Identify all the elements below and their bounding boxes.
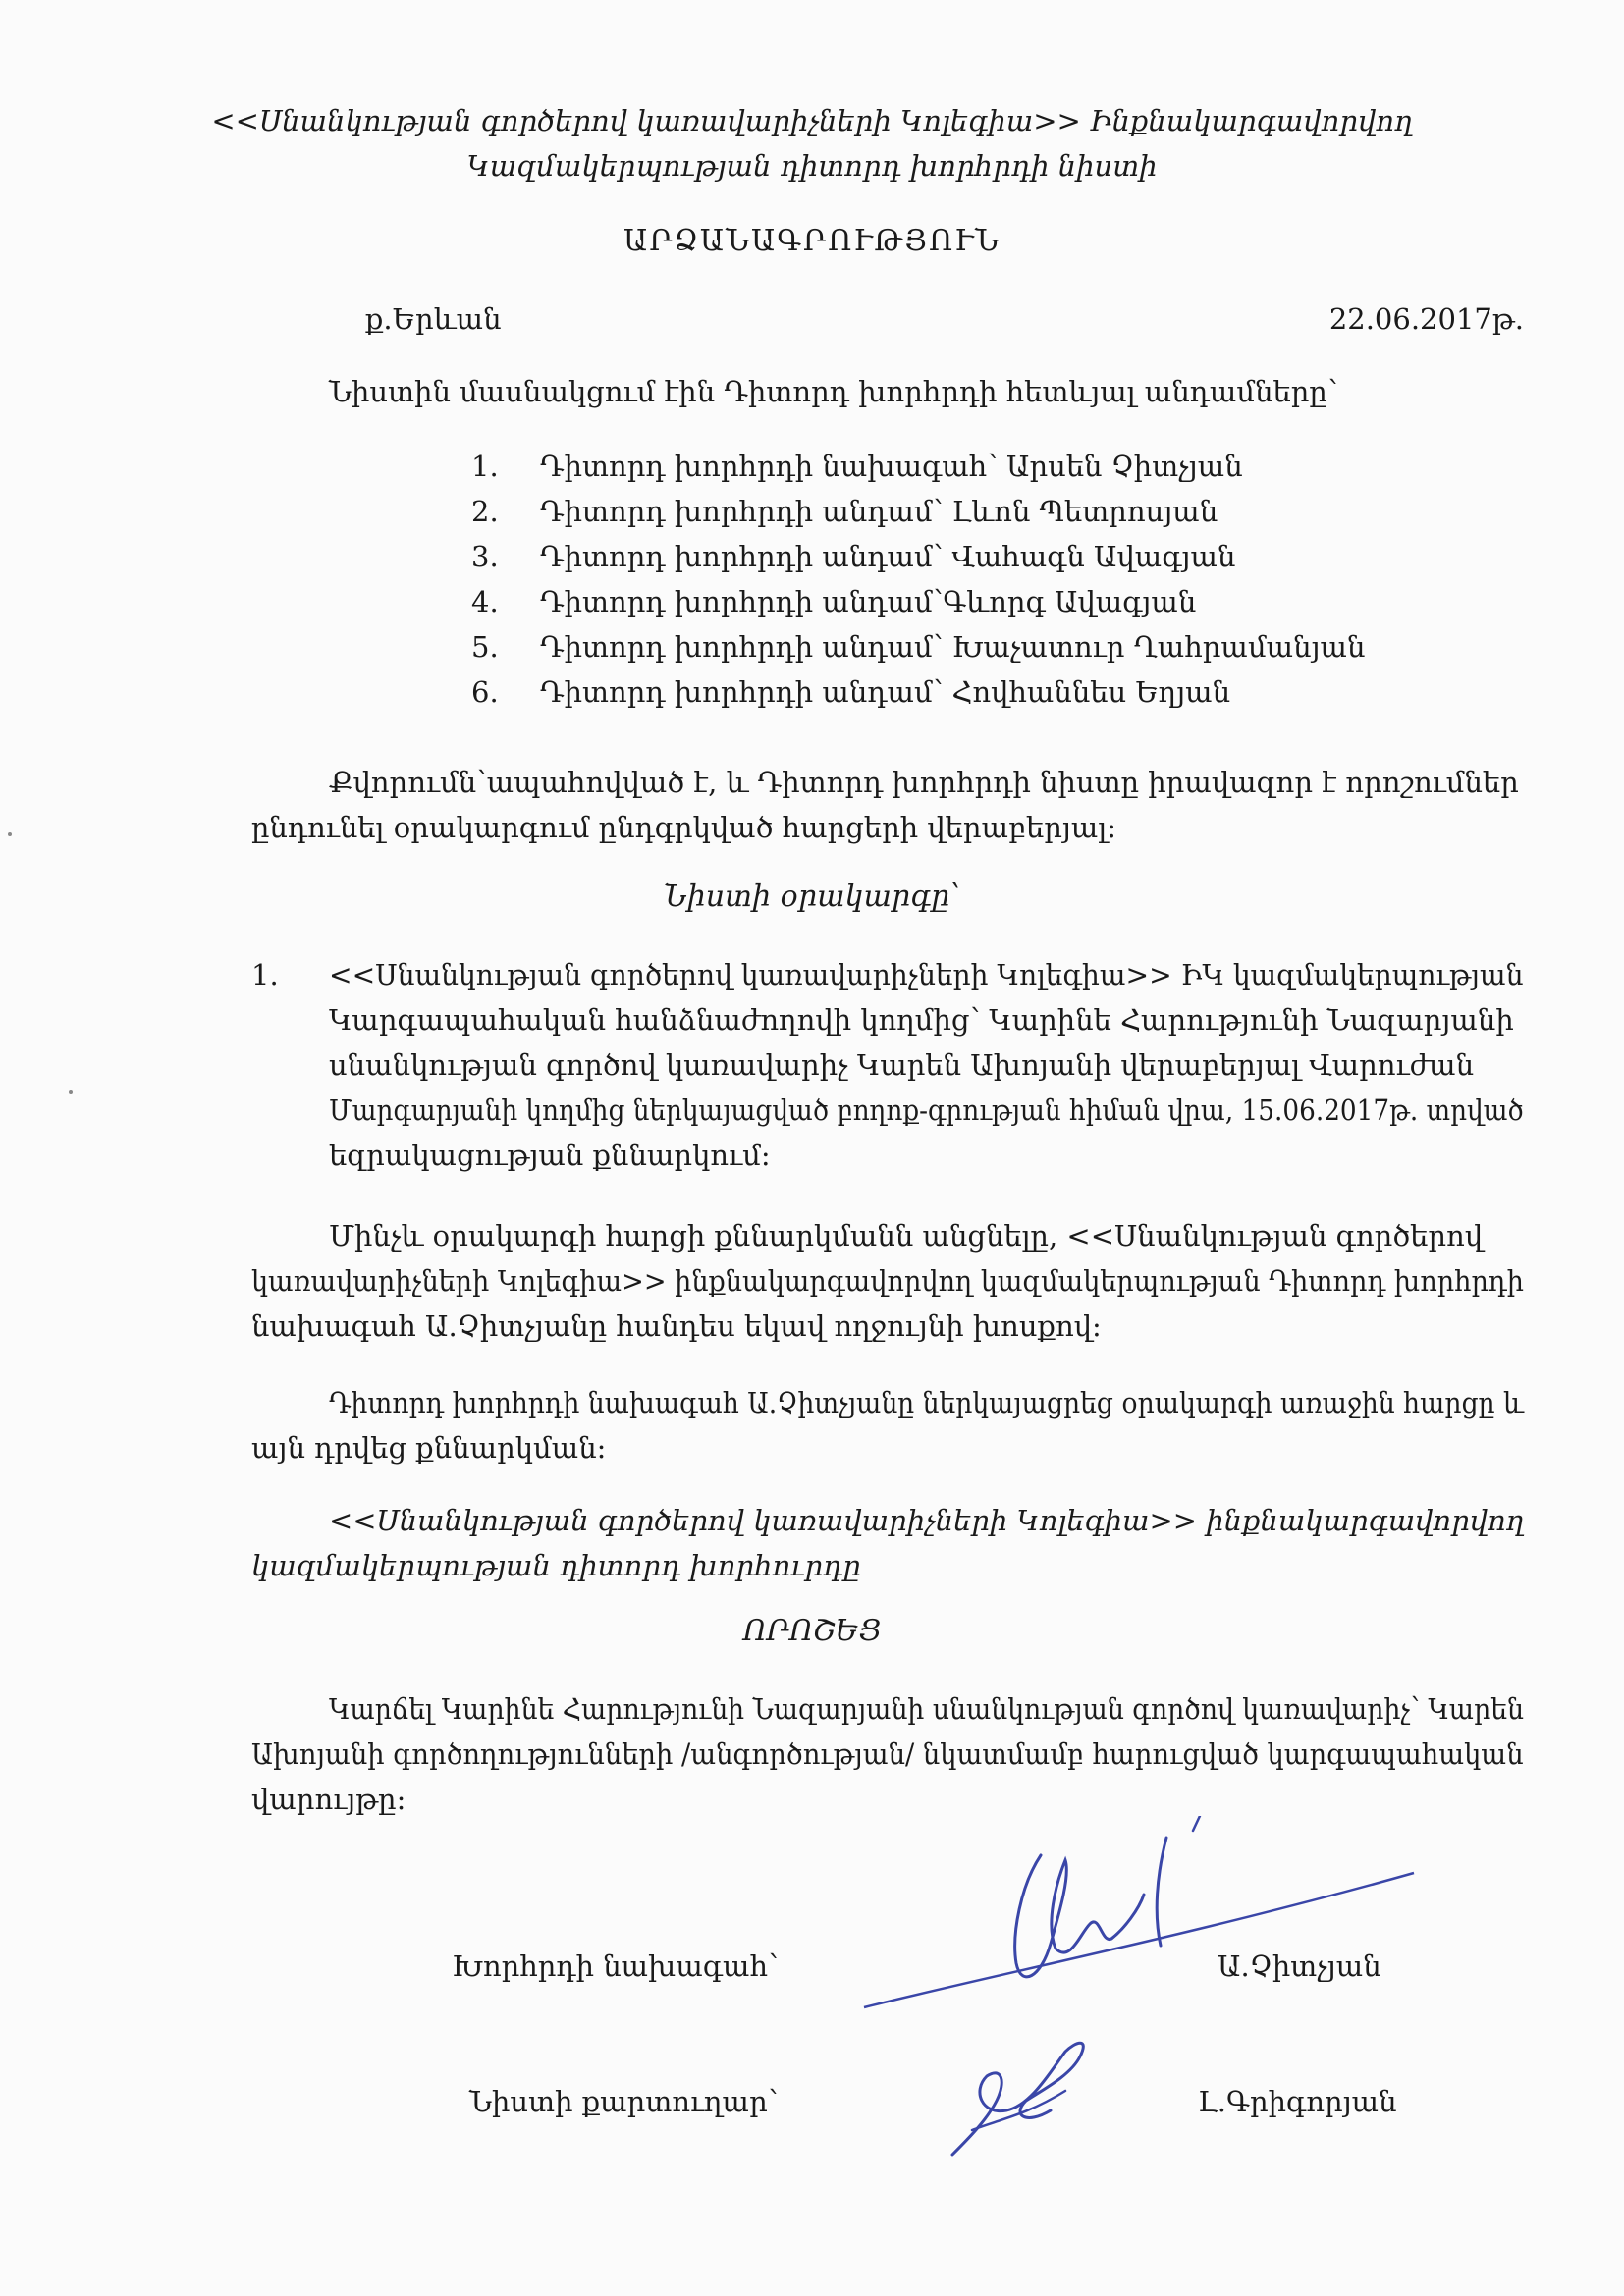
agenda-line-4: Մարգարյանի կողմից ներկայացված բողոք-գրության հիման վրա, 15.06.2017թ. տրված — [329, 1094, 1524, 1127]
list-item — [471, 579, 1366, 624]
header-line-1: <<Սնանկության գործերով կառավարիչների Կոլեգիա>> Ինքնակարգավորվող — [211, 104, 1413, 137]
chair-signature — [844, 1816, 1434, 2032]
quorum-line-2: ընդունել օրակարգում ընդգրկված հարցերի վերաբերյալ: — [251, 811, 1116, 844]
item-text: Դիտորդ խորհրդի անդամ՝Գևորգ Ավագյան — [540, 585, 1197, 618]
decision-line-2: Ախոյանի գործողությունների /անգործության/ նկատմամբ հարուցված կարգապահական — [251, 1737, 1524, 1771]
list-item — [471, 444, 1366, 489]
secretary-signature — [943, 2032, 1100, 2160]
item-number: 3. — [471, 540, 499, 573]
presented-line-1: Դիտորդ խորհրդի նախագահ Ա.Չիտչյանը ներկայացրեց օրակարգի առաջին հարցը և — [329, 1386, 1524, 1419]
members-list — [471, 444, 1366, 715]
board-line-2: կազմակերպության դիտորդ խորհուրդը — [251, 1549, 861, 1582]
item-text: Դիտորդ խորհրդի անդամ՝ Լևոն Պետրոսյան — [540, 495, 1218, 528]
scan-speck — [8, 832, 12, 836]
decided-heading: ՈՐՈՇԵՑ — [742, 1614, 882, 1648]
opening-line-1: Մինչև օրակարգի հարցի քննարկմանն անցնելը, <<Սնանկության գործերով — [329, 1219, 1484, 1253]
presented-line-2: այն դրվեց քննարկման: — [251, 1431, 607, 1465]
scan-speck — [69, 1090, 73, 1094]
list-item — [471, 489, 1366, 534]
item-number: 4. — [471, 585, 499, 618]
agenda-line-2: Կարգապահական հանձնաժողովի կողմից՝ Կարինե Հարությունի Նազարյանի — [329, 1003, 1514, 1037]
list-item — [471, 624, 1366, 669]
decision-line-1: Կարճել Կարինե Հարությունի Նազարյանի սնանկության գործով կառավարիչ՝ Կարեն — [329, 1692, 1524, 1726]
opening-line-2: կառավարիչների Կոլեգիա>> ինքնակարգավորվող կազմակերպության Դիտորդ խորհրդի — [251, 1264, 1524, 1298]
agenda-heading: Նիստի օրակարգը՝ — [663, 880, 961, 914]
document-title: ԱՐՁԱՆԱԳՐՈՒԹՅՈՒՆ — [623, 224, 1001, 258]
item-number: 1. — [471, 450, 499, 483]
secretary-name: Լ.Գրիգորյան — [1198, 2085, 1397, 2118]
agenda-item-number: 1. — [251, 958, 279, 991]
header-line-2: Կազմակերպության դիտորդ խորհրդի նիստի — [466, 149, 1158, 183]
list-item — [471, 669, 1366, 715]
agenda-line-5: եզրակացության քննարկում: — [329, 1139, 771, 1172]
agenda-line-3: սնանկության գործով կառավարիչ Կարեն Ախոյանի վերաբերյալ Վարուժան — [329, 1048, 1475, 1082]
board-line-1: <<Սնանկության գործերով կառավարիչների Կոլեգիա>> ինքնակարգավորվող — [329, 1504, 1525, 1537]
attendance-intro: Նիստին մասնակցում էին Դիտորդ խորհրդի հետևյալ անդամները՝ — [329, 375, 1338, 408]
opening-line-3: նախագահ Ա.Չիտչյանը հանդես եկավ ողջույնի խոսքով: — [251, 1309, 1102, 1343]
item-text: Դիտորդ խորհրդի անդամ՝ Վահագն Ավագյան — [540, 540, 1236, 573]
chair-name: Ա.Չիտչյան — [1218, 1949, 1381, 1983]
item-text: Դիտորդ խորհրդի անդամ՝ Խաչատուր Ղահրամանյան — [540, 630, 1366, 664]
chair-label: Խորհրդի նախագահ՝ — [452, 1949, 779, 1983]
decision-line-3: վարույթը: — [251, 1783, 406, 1816]
item-number: 5. — [471, 630, 499, 664]
item-number: 2. — [471, 495, 499, 528]
date: 22.06.2017թ. — [1328, 302, 1524, 336]
quorum-line-1: Քվորումն՝ապահովված է, և Դիտորդ խորհրդի նիստը իրավազոր է որոշումներ — [329, 766, 1519, 799]
place: ք.Երևան — [365, 302, 502, 336]
agenda-line-1: <<Սնանկության գործերով կառավարիչների Կոլեգիա>> ԻԿ կազմակերպության — [329, 958, 1524, 991]
item-text: Դիտորդ խորհրդի նախագահ՝ Արսեն Չիտչյան — [540, 450, 1243, 483]
item-number: 6. — [471, 675, 499, 709]
item-text: Դիտորդ խորհրդի անդամ՝ Հովհաննես Եղյան — [540, 675, 1231, 709]
list-item — [471, 534, 1366, 579]
secretary-label: Նիստի քարտուղար՝ — [469, 2085, 779, 2118]
